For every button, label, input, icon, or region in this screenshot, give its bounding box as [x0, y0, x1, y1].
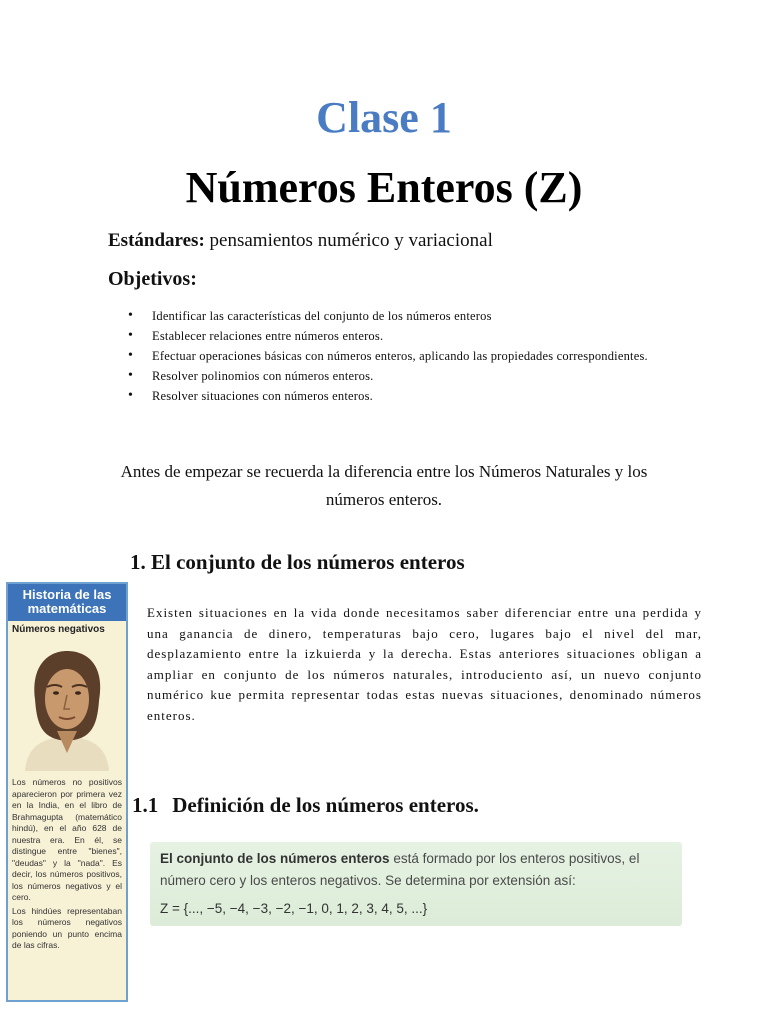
intro-paragraph: Antes de empezar se recuerda la diferencia entre los Números Naturales y los números enteros.	[120, 462, 648, 509]
definition-box	[150, 842, 682, 926]
history-sidebar	[6, 582, 128, 1002]
sidebar-paragraph: Los números no positivos aparecieron por primera vez en la India, en el libro de Brahmagupta (matemático hindú), en el año 628 de nuestra era. En él, se distingue entre "bienes", "deudas" y la "nada". Es decir, los números positivos, los números negativos y el cero.	[12, 777, 122, 902]
definition-text	[160, 848, 672, 892]
sidebar-header: Historia de las matemáticas	[8, 584, 126, 621]
class-title: Clase 1	[316, 93, 452, 142]
objective-item: • Resolver situaciones con números enteros.	[128, 386, 662, 406]
objectives-heading: Objetivos:	[108, 268, 197, 290]
definition-bold: El conjunto de los números enteros	[160, 851, 390, 866]
sidebar-subtitle: Números negativos	[12, 624, 105, 635]
definition-rest: está formado por los enteros positivos, el número cero y los enteros negativos. Se determina por extensión así:	[160, 851, 640, 888]
section-body: Existen situaciones en la vida donde necesitamos saber diferenciar entre una perdida y una ganancia de dinero, temperaturas bajo cero, lugares bajo el nivel del mar, desplazamiento entre la izkuierda y la derecha. Estas anteriores situaciones obligan a ampliar en conjunto de los números naturales, introduciento así, un nuevo conjunto numérico kue permita representar todas estas nuevas situaciones, denominado números enteros.	[147, 605, 702, 723]
page-title: Números Enteros (Z)	[185, 163, 583, 212]
sidebar-paragraph: Los hindúes representaban los números negativos poniendo un punto encima de las cifras.	[12, 905, 122, 950]
standards-label: Estándares:	[108, 230, 205, 251]
standards-text: pensamientos numérico y variacional	[209, 230, 493, 251]
subsection-heading	[132, 793, 479, 818]
standards-line	[108, 230, 493, 252]
objectives-list	[128, 306, 662, 406]
brahmagupta-portrait	[17, 641, 117, 771]
objective-item: • Resolver polinomios con números enteros.	[128, 366, 662, 386]
definition-set: Z = {..., −5, −4, −3, −2, −1, 0, 1, 2, 3, 4, 5, ...}	[160, 901, 428, 916]
subsection-title: Definición de los números enteros.	[172, 793, 479, 817]
objective-item: • Identificar las características del conjunto de los números enteros	[128, 306, 662, 326]
objective-item: • Establecer relaciones entre números enteros.	[128, 326, 662, 346]
subsection-number: 1.1	[132, 793, 159, 817]
section-heading: 1. El conjunto de los números enteros	[130, 550, 465, 574]
objective-item: • Efectuar operaciones básicas con números enteros, aplicando las propiedades correspondientes.	[128, 346, 662, 366]
